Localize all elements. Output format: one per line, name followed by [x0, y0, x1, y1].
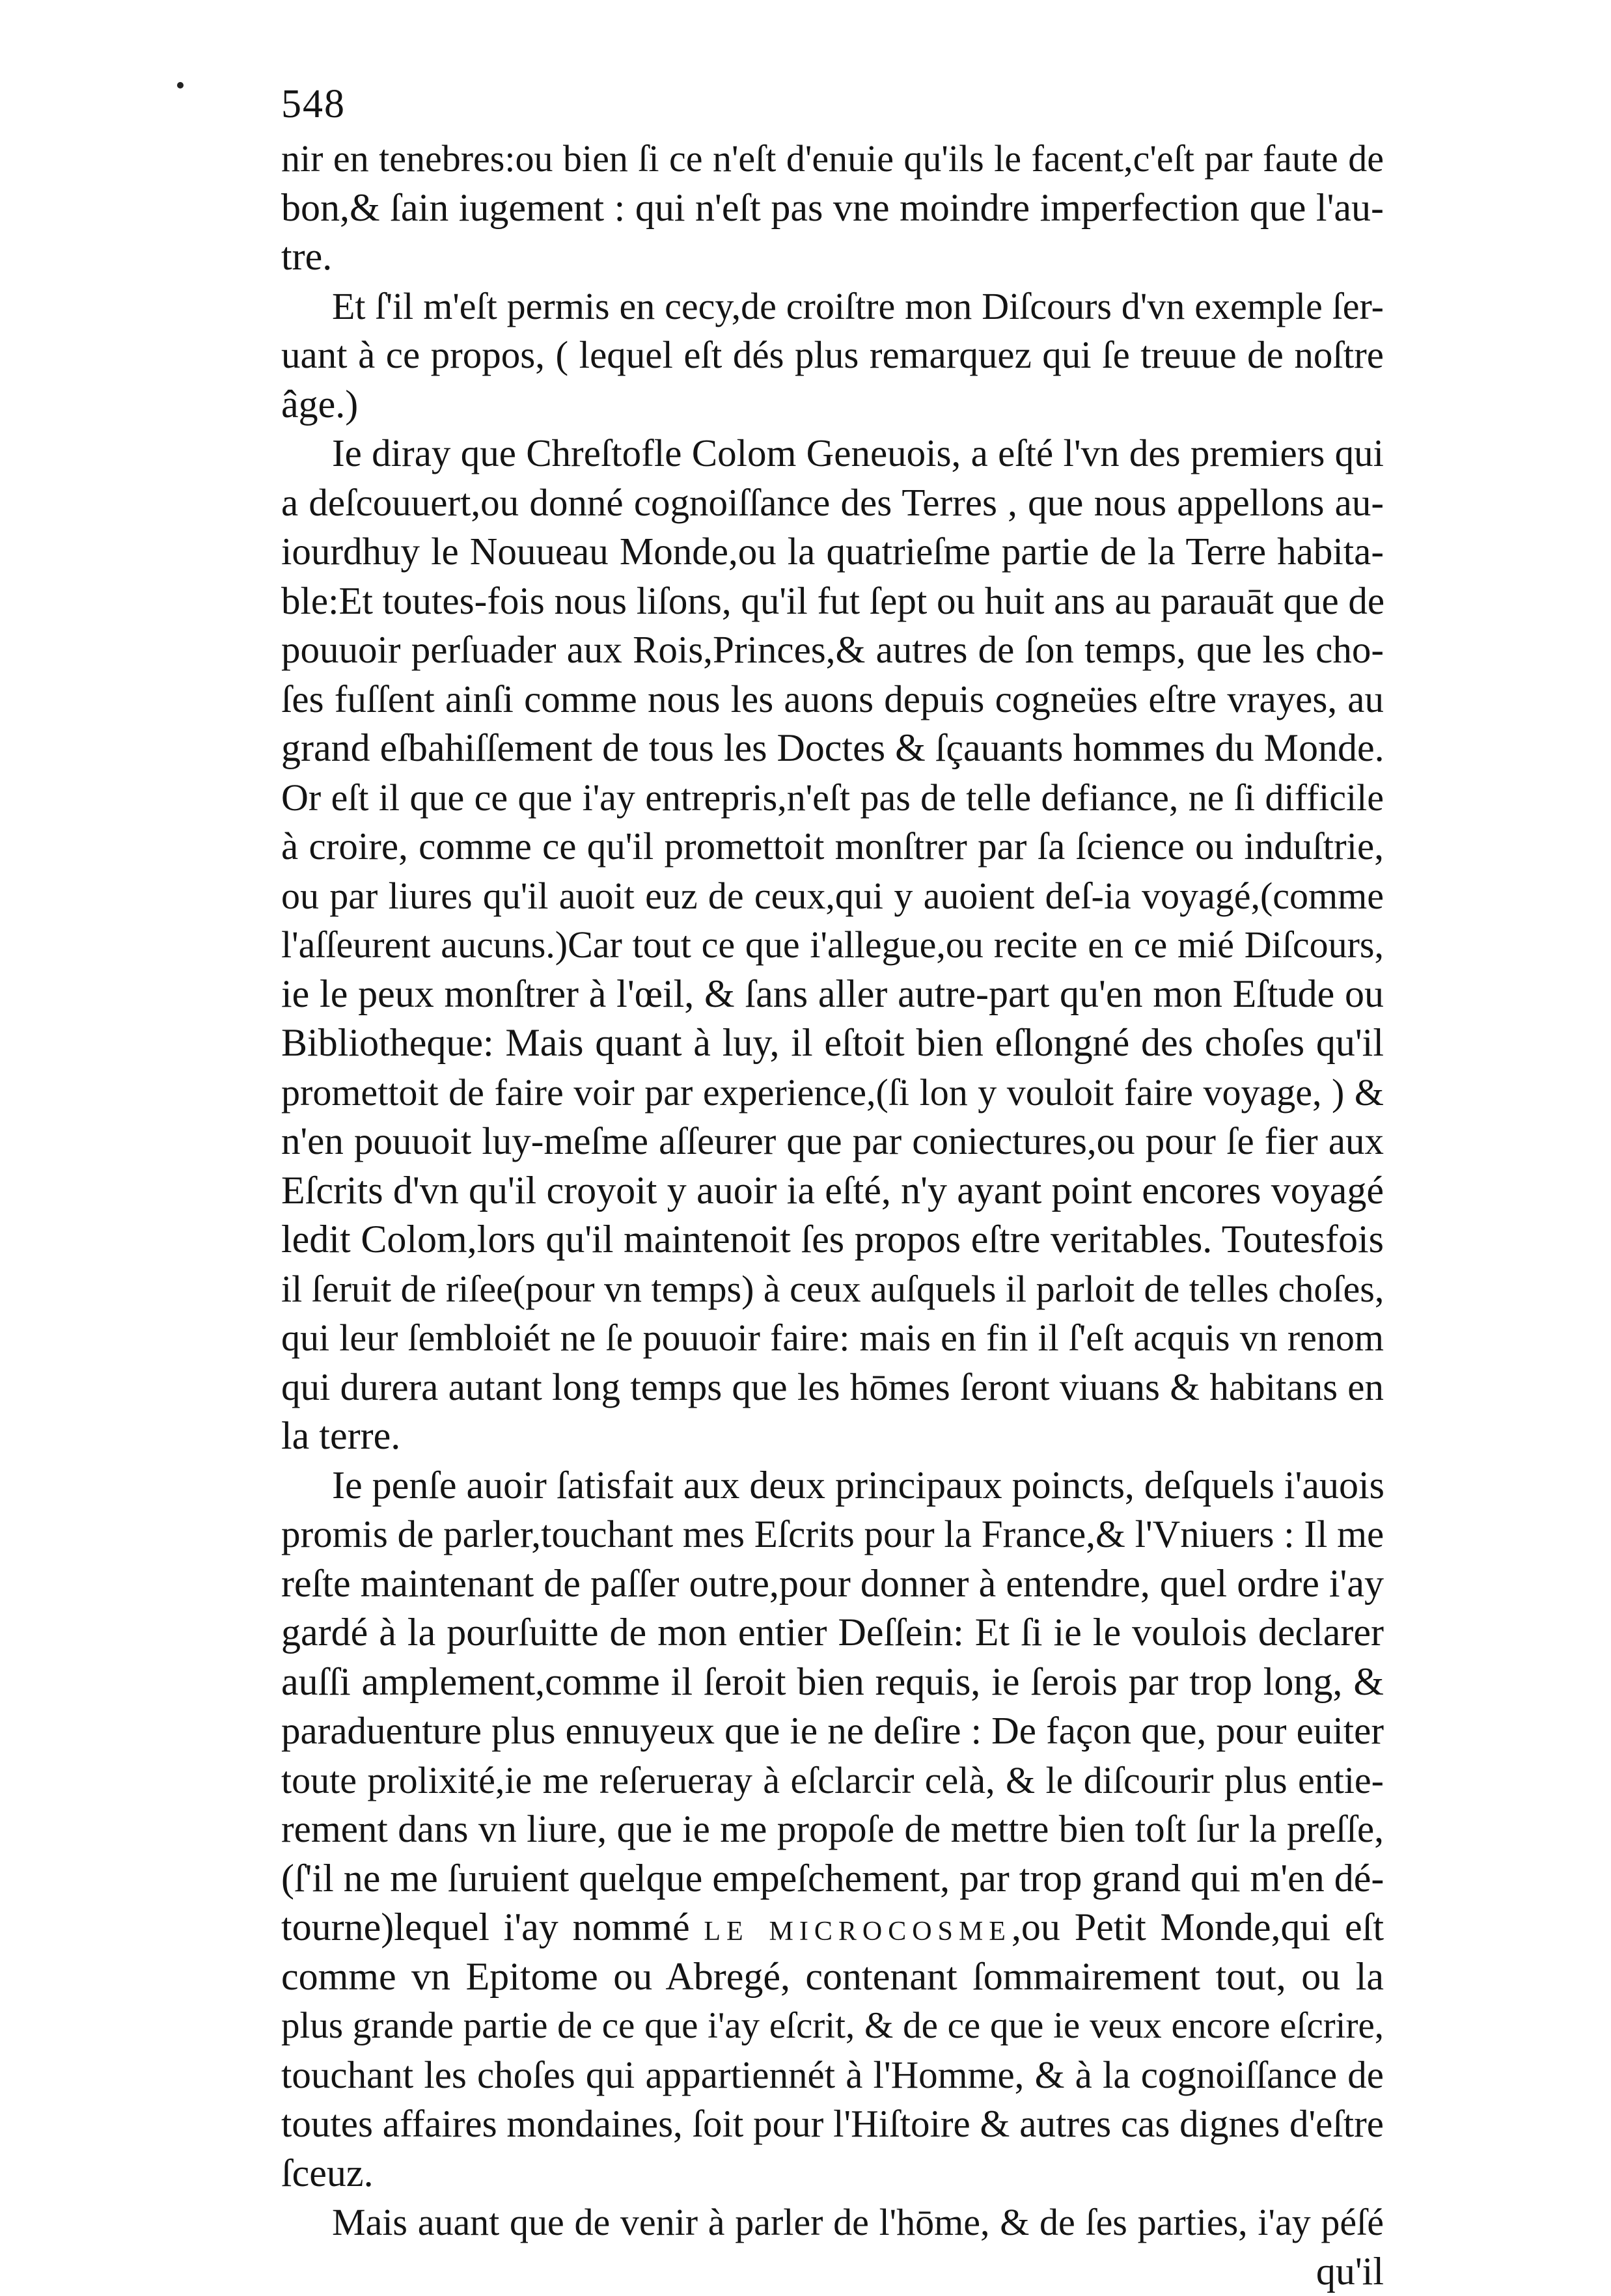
- text-segment: ,ou Petit Monde,qui eſt: [1012, 1906, 1384, 1948]
- text-line: Or eſt il que ce que i'ay entrepris,n'eſt pas de telle defiance, ne ſi difficile: [281, 773, 1384, 823]
- text-line: plus grande partie de ce que i'ay eſcrit, & de ce que ie veux encore eſcrire,: [281, 2001, 1384, 2051]
- text-line: toutes affaires mondaines, ſoit pour l'Hiſtoire & autres cas dignes d'eſtre: [281, 2099, 1384, 2149]
- text-line: Mais auant que de venir à parler de l'hōme, & de ſes parties, i'ay péſé: [281, 2198, 1384, 2247]
- ink-speck: [177, 82, 184, 89]
- text-line: iourdhuy le Nouueau Monde,ou la quatrieſme partie de la Terre habita-: [281, 527, 1384, 577]
- text-line: (ſ'il ne me ſuruient quelque empeſchement, par trop grand qui m'en dé-: [281, 1854, 1384, 1904]
- text-segment: tourne)lequel i'ay nommé: [281, 1906, 704, 1948]
- catchword-row: [281, 2247, 1384, 2296]
- text-line: qui durera autant long temps que les hōmes ſeront viuans & habitans en: [281, 1363, 1384, 1412]
- text-line: ledit Colom,lors qu'il maintenoit ſes propos eſtre veritables. Toutesfois: [281, 1215, 1384, 1264]
- text-line: ie le peux monſtrer à l'œil, & ſans aller autre-part qu'en mon Eſtude ou: [281, 970, 1384, 1019]
- paragraph-5: [281, 2198, 1384, 2247]
- text-line: nir en tenebres:ou bien ſi ce n'eſt d'enuie qu'ils le facent,c'eſt par faute de: [281, 134, 1384, 184]
- text-line: reſte maintenant de paſſer outre,pour donner à entendre, quel ordre i'ay: [281, 1559, 1384, 1609]
- text-line: la terre.: [281, 1412, 1384, 1461]
- text-line: toute prolixité,ie me reſerueray à eſclarcir celà, & le diſcourir plus entie-: [281, 1756, 1384, 1805]
- catchword: qu'il: [281, 2247, 1384, 2296]
- text-line: rement dans vn liure, que ie me propoſe de mettre bien toſt ſur la preſſe,: [281, 1805, 1384, 1854]
- text-line: ſes fuſſent ainſi comme nous les auons depuis cogneües eſtre vrayes, au: [281, 675, 1384, 724]
- text-line: gardé à la pourſuitte de mon entier Deſſein: Et ſi ie le voulois declarer: [281, 1608, 1384, 1658]
- text-line: Bibliotheque: Mais quant à luy, il eſtoit bien eſlongné des choſes qu'il: [281, 1018, 1384, 1068]
- text-line: qui leur ſembloiét ne ſe pouuoir faire: mais en fin il ſ'eſt acquis vn renom: [281, 1313, 1384, 1363]
- text-line: n'en pouuoit luy-meſme aſſeurer que par coniectures,ou pour ſe fier aux: [281, 1117, 1384, 1166]
- page-number: 548: [281, 78, 346, 130]
- text-line: ou par liures qu'il auoit euz de ceux,qui y auoient deſ-ia voyagé,(comme: [281, 871, 1384, 921]
- text-line: grand eſbahiſſement de tous les Doctes & ſçauants hommes du Monde.: [281, 724, 1384, 773]
- paragraph-4: [281, 1461, 1384, 2198]
- text-line: ſceuz.: [281, 2149, 1384, 2198]
- paragraph-2: [281, 282, 1384, 430]
- paragraph-1: [281, 134, 1384, 282]
- text-line: tre.: [281, 232, 1384, 282]
- text-line: promettoit de faire voir par experience,(ſi lon y vouloit faire voyage, ) &: [281, 1068, 1384, 1117]
- text-line: Ie penſe auoir ſatisfait aux deux principaux poincts, deſquels i'auois: [281, 1461, 1384, 1510]
- text-line: comme vn Epitome ou Abregé, contenant ſommairement tout, ou la: [281, 1952, 1384, 2002]
- text-line: pouuoir perſuader aux Rois,Princes,& autres de ſon temps, que les cho-: [281, 625, 1384, 675]
- text-line: il ſeruit de riſee(pour vn temps) à ceux auſquels il parloit de telles choſes,: [281, 1264, 1384, 1314]
- text-line: Eſcrits d'vn qu'il croyoit y auoir ia eſté, n'y ayant point encores voyagé: [281, 1166, 1384, 1216]
- text-line: Ie diray que Chreſtofle Colom Geneuois, a eſté l'vn des premiers qui: [281, 429, 1384, 478]
- text-line: âge.): [281, 380, 1384, 430]
- text-line: Et ſ'il m'eſt permis en cecy,de croiſtre mon Diſcours d'vn exemple ſer-: [281, 282, 1384, 331]
- body-text: [281, 134, 1384, 2296]
- text-line: à croire, comme ce qu'il promettoit monſtrer par ſa ſcience ou induſtrie,: [281, 822, 1384, 871]
- text-line: uant à ce propos, ( lequel eſt dés plus remarquez qui ſe treuue de noſtre: [281, 331, 1384, 380]
- text-line: touchant les choſes qui appartiennét à l'Homme, & à la cognoiſſance de: [281, 2051, 1384, 2100]
- text-line-with-title: [281, 1903, 1384, 1952]
- text-line: ble:Et toutes-fois nous liſons, qu'il fut ſept ou huit ans au parauāt que de: [281, 577, 1384, 626]
- paragraph-3: [281, 429, 1384, 1461]
- text-line: bon,& ſain iugement : qui n'eſt pas vne moindre imperfection que l'au-: [281, 184, 1384, 233]
- text-line: paraduenture plus ennuyeux que ie ne deſire : De façon que, pour euiter: [281, 1706, 1384, 1756]
- text-line: auſſi amplement,comme il ſeroit bien requis, ie ſerois par trop long, &: [281, 1658, 1384, 1707]
- book-title: le microcosme: [704, 1906, 1012, 1948]
- text-line: l'aſſeurent aucuns.)Car tout ce que i'allegue,ou recite en ce mié Diſcours,: [281, 920, 1384, 970]
- text-line: a deſcouuert,ou donné cognoiſſance des Terres , que nous appellons au-: [281, 478, 1384, 528]
- text-line: promis de parler,touchant mes Eſcrits pour la France,& l'Vniuers : Il me: [281, 1510, 1384, 1559]
